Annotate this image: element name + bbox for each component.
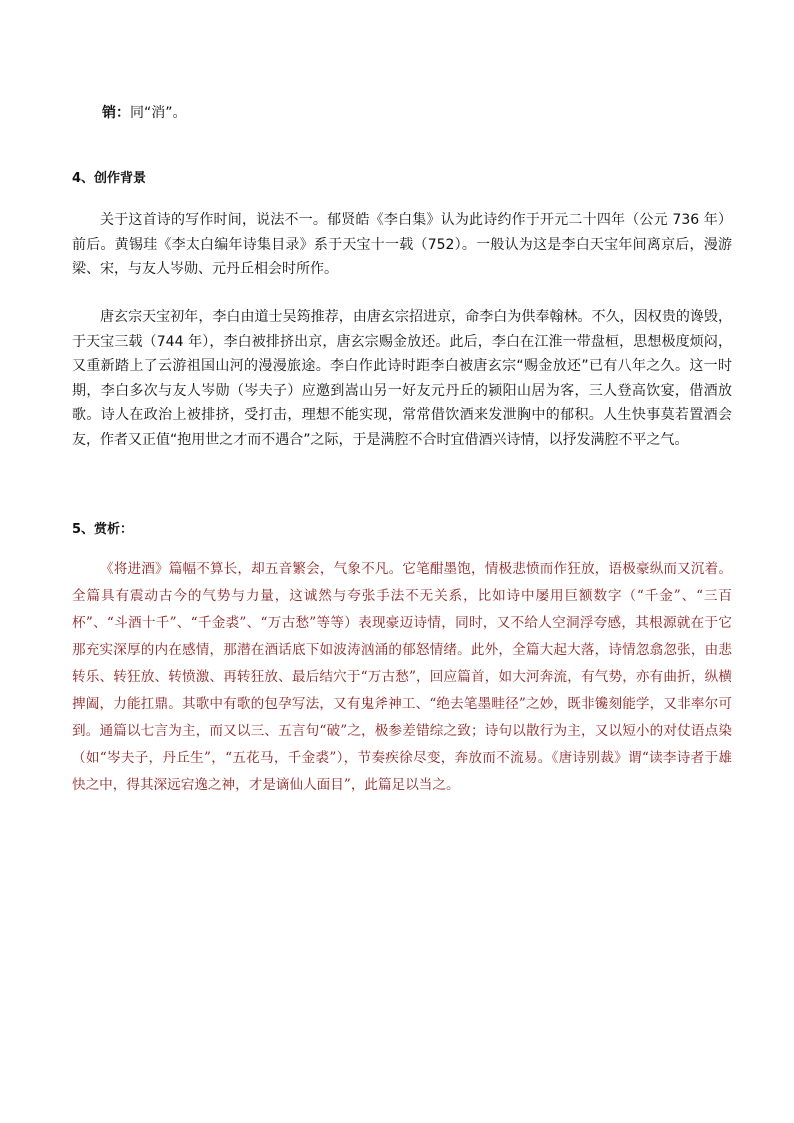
section-heading-background: 4、创作背景 [72,171,147,186]
footnote-xiao [102,102,187,122]
note-term: 销： [102,105,130,121]
background-paragraph-2: 唐玄宗天宝初年，李白由道士吴筠推荐，由唐玄宗招进京，命李白为供奉翰林。不久，因权贵的谗毁，于天宝三载（744 年），李白被排挤出京，唐玄宗赐金放还。此后，李白在江淮一带盘桓，思想极度烦闷，又重新踏上了云游祖国山河的漫漫旅途。李白作此诗时距李白被唐玄宗“赐金放还”已有八年之久。这一时期，李白多次与友人岑勋（岑夫子）应邀到嵩山另一好友元丹丘的颍阳山居为客，三人登高饮宴，借酒放歌。诗人在政治上被排挤，受打击，理想不能实现，常常借饮酒来发泄胸中的郁积。人生快事莫若置酒会友，作者又正值“抱用世之才而不遇合”之际，于是满腔不合时宜借酒兴诗情，以抒发满腔不平之气。 [72,309,732,448]
section-heading-analysis: 5、赏析： [72,522,134,537]
analysis-paragraph: 《将进酒》篇幅不算长，却五音繁会，气象不凡。它笔酣墨饱，情极悲愤而作狂放，语极豪纵而又沉着。全篇具有震动古今的气势与力量，这诚然与夸张手法不无关系，比如诗中屡用巨额数字（“千金”、“三百杯”、“斗酒十千”、“千金裘”、“万古愁”等等）表现豪迈诗情，同时，又不给人空洞浮夸感，其根源就在于它那充实深厚的内在感情，那潜在酒话底下如波涛汹涌的郁怒情绪。此外，全篇大起大落，诗情忽翕忽张，由悲转乐、转狂放、转愤激、再转狂放、最后结穴于“万古愁”，回应篇首，如大河奔流，有气势，亦有曲折，纵横捭阖，力能扛鼎。其歌中有歌的包孕写法，又有鬼斧神工、“绝去笔墨畦径”之妙，既非镵刻能学，又非率尔可到。通篇以七言为主，而又以三、五言句“破”之，极参差错综之致；诗句以散行为主，又以短小的对仗语点染（如“岑夫子，丹丘生”，“五花马，千金裘”），节奏疾徐尽变，奔放而不流易。《唐诗别裁》谓“读李诗者于雄快之中，得其深远宕逸之神，才是谪仙人面目”，此篇足以当之。 [72,560,732,793]
background-paragraph-1: 关于这首诗的写作时间，说法不一。郁贤皓《李白集》认为此诗约作于开元二十四年（公元 736 年）前后。黄锡珪《李太白编年诗集目录》系于天宝十一载（752）。一般认为这是李白天宝年间离京后，漫游梁、宋，与友人岑勋、元丹丘相会时所作。 [72,212,732,277]
note-definition: 同“消”。 [130,105,187,121]
